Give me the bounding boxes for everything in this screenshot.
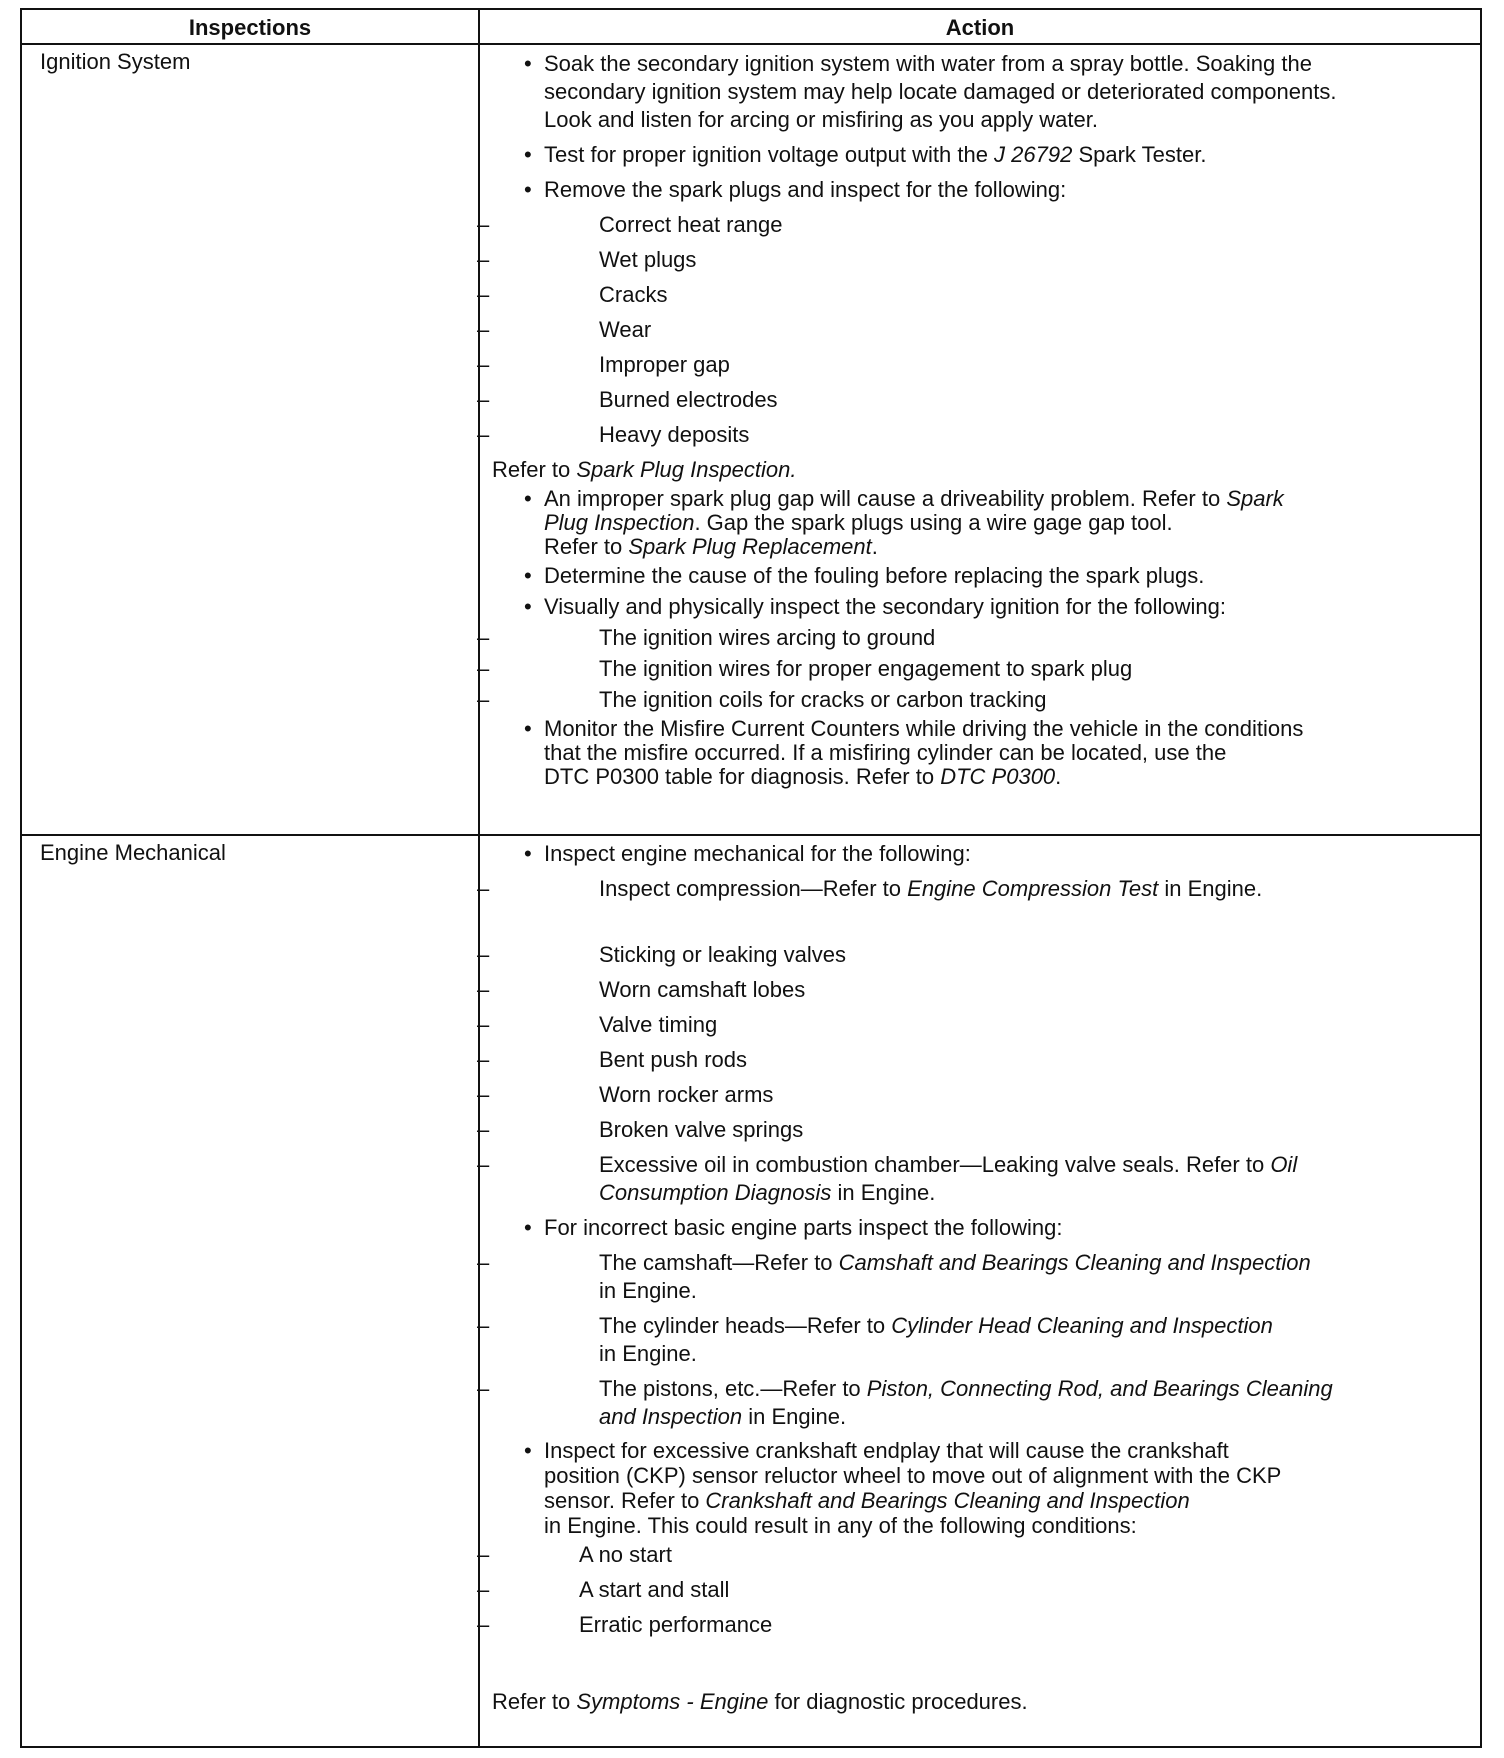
tool-reference: J 26792 <box>994 142 1073 167</box>
sub-item: – The ignition coils for cracks or carbon tracking <box>492 686 1472 714</box>
doc-reference: Plug Inspection <box>544 510 695 535</box>
list-item: • Inspect for excessive crankshaft endplay that will cause the crankshaft position (CKP) sensor reluctor wheel to move out of alignment with the CKP sensor. Refer to Crankshaft and Bearings Cleaning and Inspection <box>492 1438 1472 1513</box>
sub-item: – Excessive oil in combustion chamber—Leaking valve seals. Refer to Oil Consumption Diagnosis in Engine. <box>492 1151 1472 1207</box>
doc-reference: DTC P0300 <box>940 764 1056 789</box>
header-action: Action <box>945 15 1015 40</box>
list-item: • Monitor the Misfire Current Counters while driving the vehicle in the conditions that the misfire occurred. If a misfiring cylinder can be located, use the DTC P0300 table for diagnosis. Refer to DTC P0300. <box>492 717 1472 789</box>
doc-reference: Piston, Connecting Rod, and Bearings Cleaning <box>866 1376 1333 1401</box>
sub-item: – The camshaft—Refer to Camshaft and Bearings Cleaning and Inspection in Engine. <box>492 1249 1472 1305</box>
inspection-engine-mechanical: Engine Mechanical <box>40 840 226 865</box>
doc-reference: Spark <box>1226 486 1284 511</box>
doc-reference: Symptoms - Engine <box>576 1689 769 1714</box>
inspection-table <box>20 8 1482 1748</box>
ignition-actions <box>492 50 1472 789</box>
sub-item: – Heavy deposits <box>492 421 1472 449</box>
inspection-ignition-system: Ignition System <box>40 49 191 74</box>
doc-reference: Spark Plug Replacement <box>628 534 872 559</box>
list-item: • Inspect engine mechanical for the following: <box>492 840 1472 868</box>
doc-reference: Engine Compression Test <box>907 876 1159 901</box>
sub-item: – Wear <box>492 316 1472 344</box>
sub-item: – Cracks <box>492 281 1472 309</box>
sub-item: – Improper gap <box>492 351 1472 379</box>
doc-reference: Oil <box>1270 1152 1298 1177</box>
sub-item: – A no start <box>492 1541 1472 1569</box>
doc-reference: Spark Plug Inspection. <box>576 457 797 482</box>
list-item: • For incorrect basic engine parts inspect the following: <box>492 1214 1472 1242</box>
sub-item: – Broken valve springs <box>492 1116 1472 1144</box>
header-inspections: Inspections <box>188 15 312 40</box>
doc-reference: Crankshaft and Bearings Cleaning and Inspection <box>705 1488 1190 1513</box>
doc-reference: Cylinder Head Cleaning and Inspection <box>891 1313 1273 1338</box>
sub-item: – The pistons, etc.—Refer to Piston, Connecting Rod, and Bearings Cleaning and Inspection in Engine. <box>492 1375 1472 1431</box>
list-item: • Visually and physically inspect the secondary ignition for the following: <box>492 593 1472 621</box>
list-item: • An improper spark plug gap will cause a driveability problem. Refer to Spark Plug Inspection. Gap the spark plugs using a wire gage gap tool. Refer to Spark Plug Replacement. <box>492 487 1472 559</box>
sub-item: – Erratic performance <box>492 1611 1472 1639</box>
list-item: • Soak the secondary ignition system with water from a spray bottle. Soaking the secondary ignition system may help locate damaged or deteriorated components. Look and listen for arcing or misfiring as you apply water. <box>492 50 1472 134</box>
doc-reference: Camshaft and Bearings Cleaning and Inspection <box>838 1250 1311 1275</box>
sub-item: – A start and stall <box>492 1576 1472 1604</box>
sub-item: – Wet plugs <box>492 246 1472 274</box>
sub-item: – Worn camshaft lobes <box>492 976 1472 1004</box>
engine-mechanical-actions <box>492 840 1472 1716</box>
list-item: • Remove the spark plugs and inspect for the following: <box>492 176 1472 204</box>
sub-item: – Burned electrodes <box>492 386 1472 414</box>
sub-item: – The ignition wires for proper engagement to spark plug <box>492 655 1472 683</box>
list-item-continuation: in Engine. This could result in any of the following conditions: <box>544 1513 1137 1538</box>
sub-item: – The ignition wires arcing to ground <box>492 624 1472 652</box>
refer-note: Refer to Spark Plug Inspection. <box>492 457 797 482</box>
refer-note: Refer to Symptoms - Engine for diagnostic procedures. <box>492 1689 1028 1714</box>
doc-reference: and Inspection <box>599 1404 743 1429</box>
sub-item: – Sticking or leaking valves <box>492 941 1472 969</box>
sub-item: – Correct heat range <box>492 211 1472 239</box>
sub-item: – Bent push rods <box>492 1046 1472 1074</box>
sub-item: – The cylinder heads—Refer to Cylinder Head Cleaning and Inspection in Engine. <box>492 1312 1472 1368</box>
sub-item: – Worn rocker arms <box>492 1081 1472 1109</box>
list-item: • Test for proper ignition voltage output with the J 26792 Spark Tester. <box>492 141 1472 169</box>
sub-item: – Inspect compression—Refer to Engine Compression Test in Engine. <box>492 875 1472 903</box>
sub-item: – Valve timing <box>492 1011 1472 1039</box>
row-divider <box>22 834 1480 836</box>
doc-reference: Consumption Diagnosis <box>599 1180 832 1205</box>
list-item: • Determine the cause of the fouling before replacing the spark plugs. <box>492 562 1472 590</box>
